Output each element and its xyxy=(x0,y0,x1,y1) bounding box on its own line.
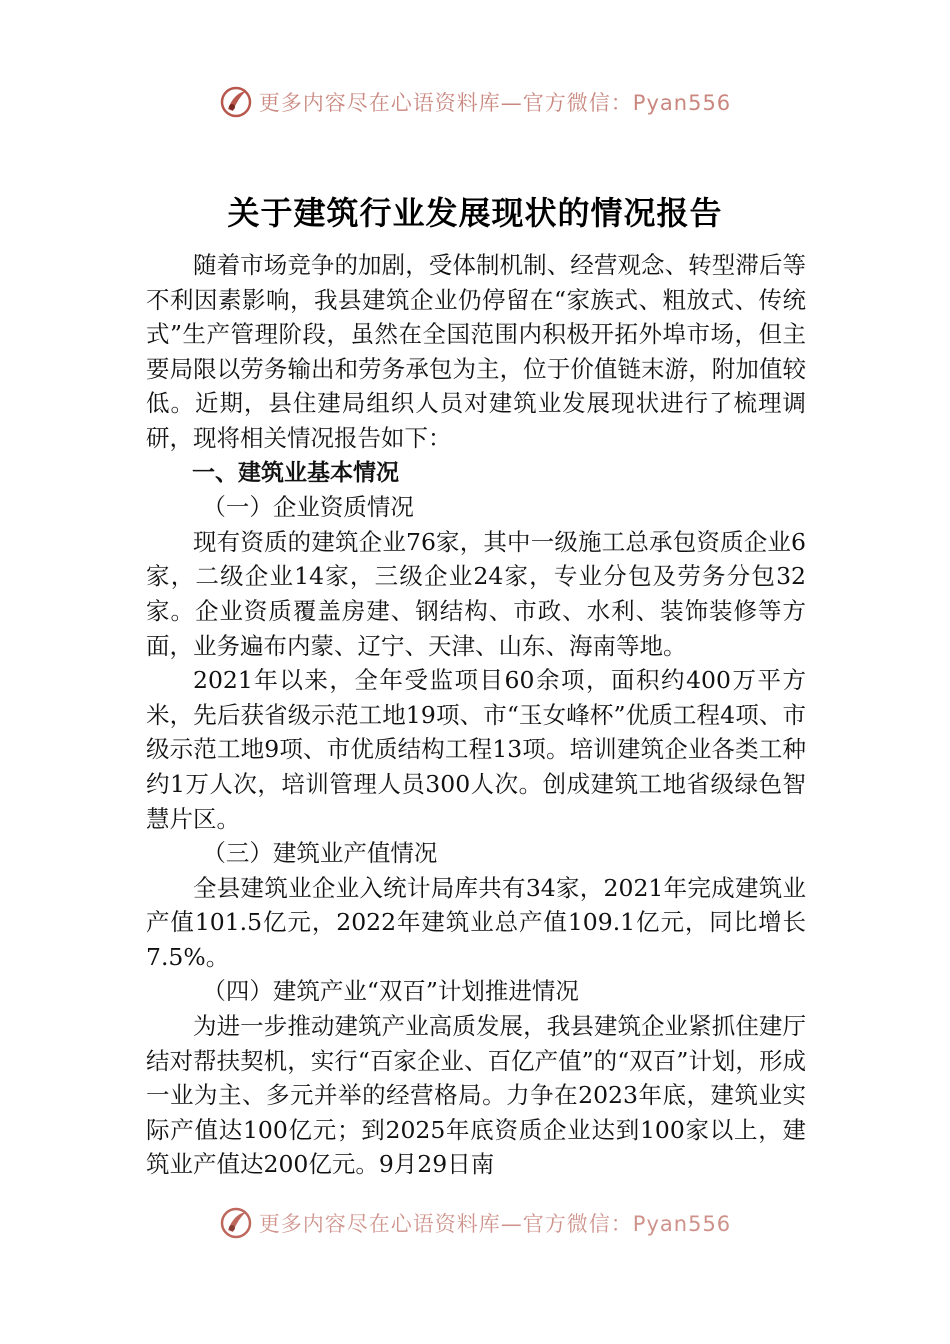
watermark-text: 更多内容尽在心语资料库—官方微信：Pyan556 xyxy=(258,1212,732,1236)
subsection-heading: （三）建筑业产值情况 xyxy=(202,839,438,868)
paragraph: 现有资质的建筑企业76家，其中一级施工总承包资质企业6家，二级企业14家，三级企业24家，专业分包及劳务分包32家。企业资质覆盖房建、钢结构、市政、水利、装饰装修等方面，业务遍布内蒙、辽宁、天津、山东、海南等地。 xyxy=(146,527,806,660)
subsection-heading: （四）建筑产业“双百”计划推进情况 xyxy=(202,977,579,1006)
section-heading: 一、建筑业基本情况 xyxy=(192,459,399,486)
brush-logo-icon xyxy=(219,85,253,119)
paragraph: 2021年以来，全年受监项目60余项，面积约400万平方米，先后获省级示范工地19项、市“玉女峰杯”优质工程4项、市级示范工地9项、市优质结构工程13项。培训建筑企业各类工种约1万人次，培训管理人员300人次。创成建筑工地省级绿色智慧片区。 xyxy=(146,666,806,833)
paragraph: 为进一步推动建筑产业高质发展，我县建筑企业紧抓住建厅结对帮扶契机，实行“百家企业、百亿产值”的“双百”计划，形成一业为主、多元并举的经营格局。力争在2023年底，建筑业实际产值达100亿元；到2025年底资质企业达到100家以上，建筑业产值达200亿元。9月29日南 xyxy=(146,1012,806,1179)
document-body xyxy=(146,248,806,1182)
watermark-text: 更多内容尽在心语资料库—官方微信：Pyan556 xyxy=(258,91,732,115)
watermark-header xyxy=(0,82,950,122)
subsection-heading: （一）企业资质情况 xyxy=(202,493,414,522)
watermark-footer xyxy=(0,1203,950,1243)
document-title: 关于建筑行业发展现状的情况报告 xyxy=(227,194,723,232)
paragraph: 全县建筑业企业入统计局库共有34家，2021年完成建筑业产值101.5亿元，2022年建筑业总产值109.1亿元，同比增长7.5%。 xyxy=(146,873,806,971)
paragraph-intro: 随着市场竞争的加剧，受体制机制、经营观念、转型滞后等不利因素影响，我县建筑企业仍停留在“家族式、粗放式、传统式”生产管理阶段，虽然在全国范围内积极开拓外埠市场，但主要局限以劳务输出和劳务承包为主，位于价值链末游，附加值较低。近期，县住建局组织人员对建筑业发展现状进行了梳理调研，现将相关情况报告如下： xyxy=(146,251,806,452)
brush-logo-icon xyxy=(219,1206,253,1240)
